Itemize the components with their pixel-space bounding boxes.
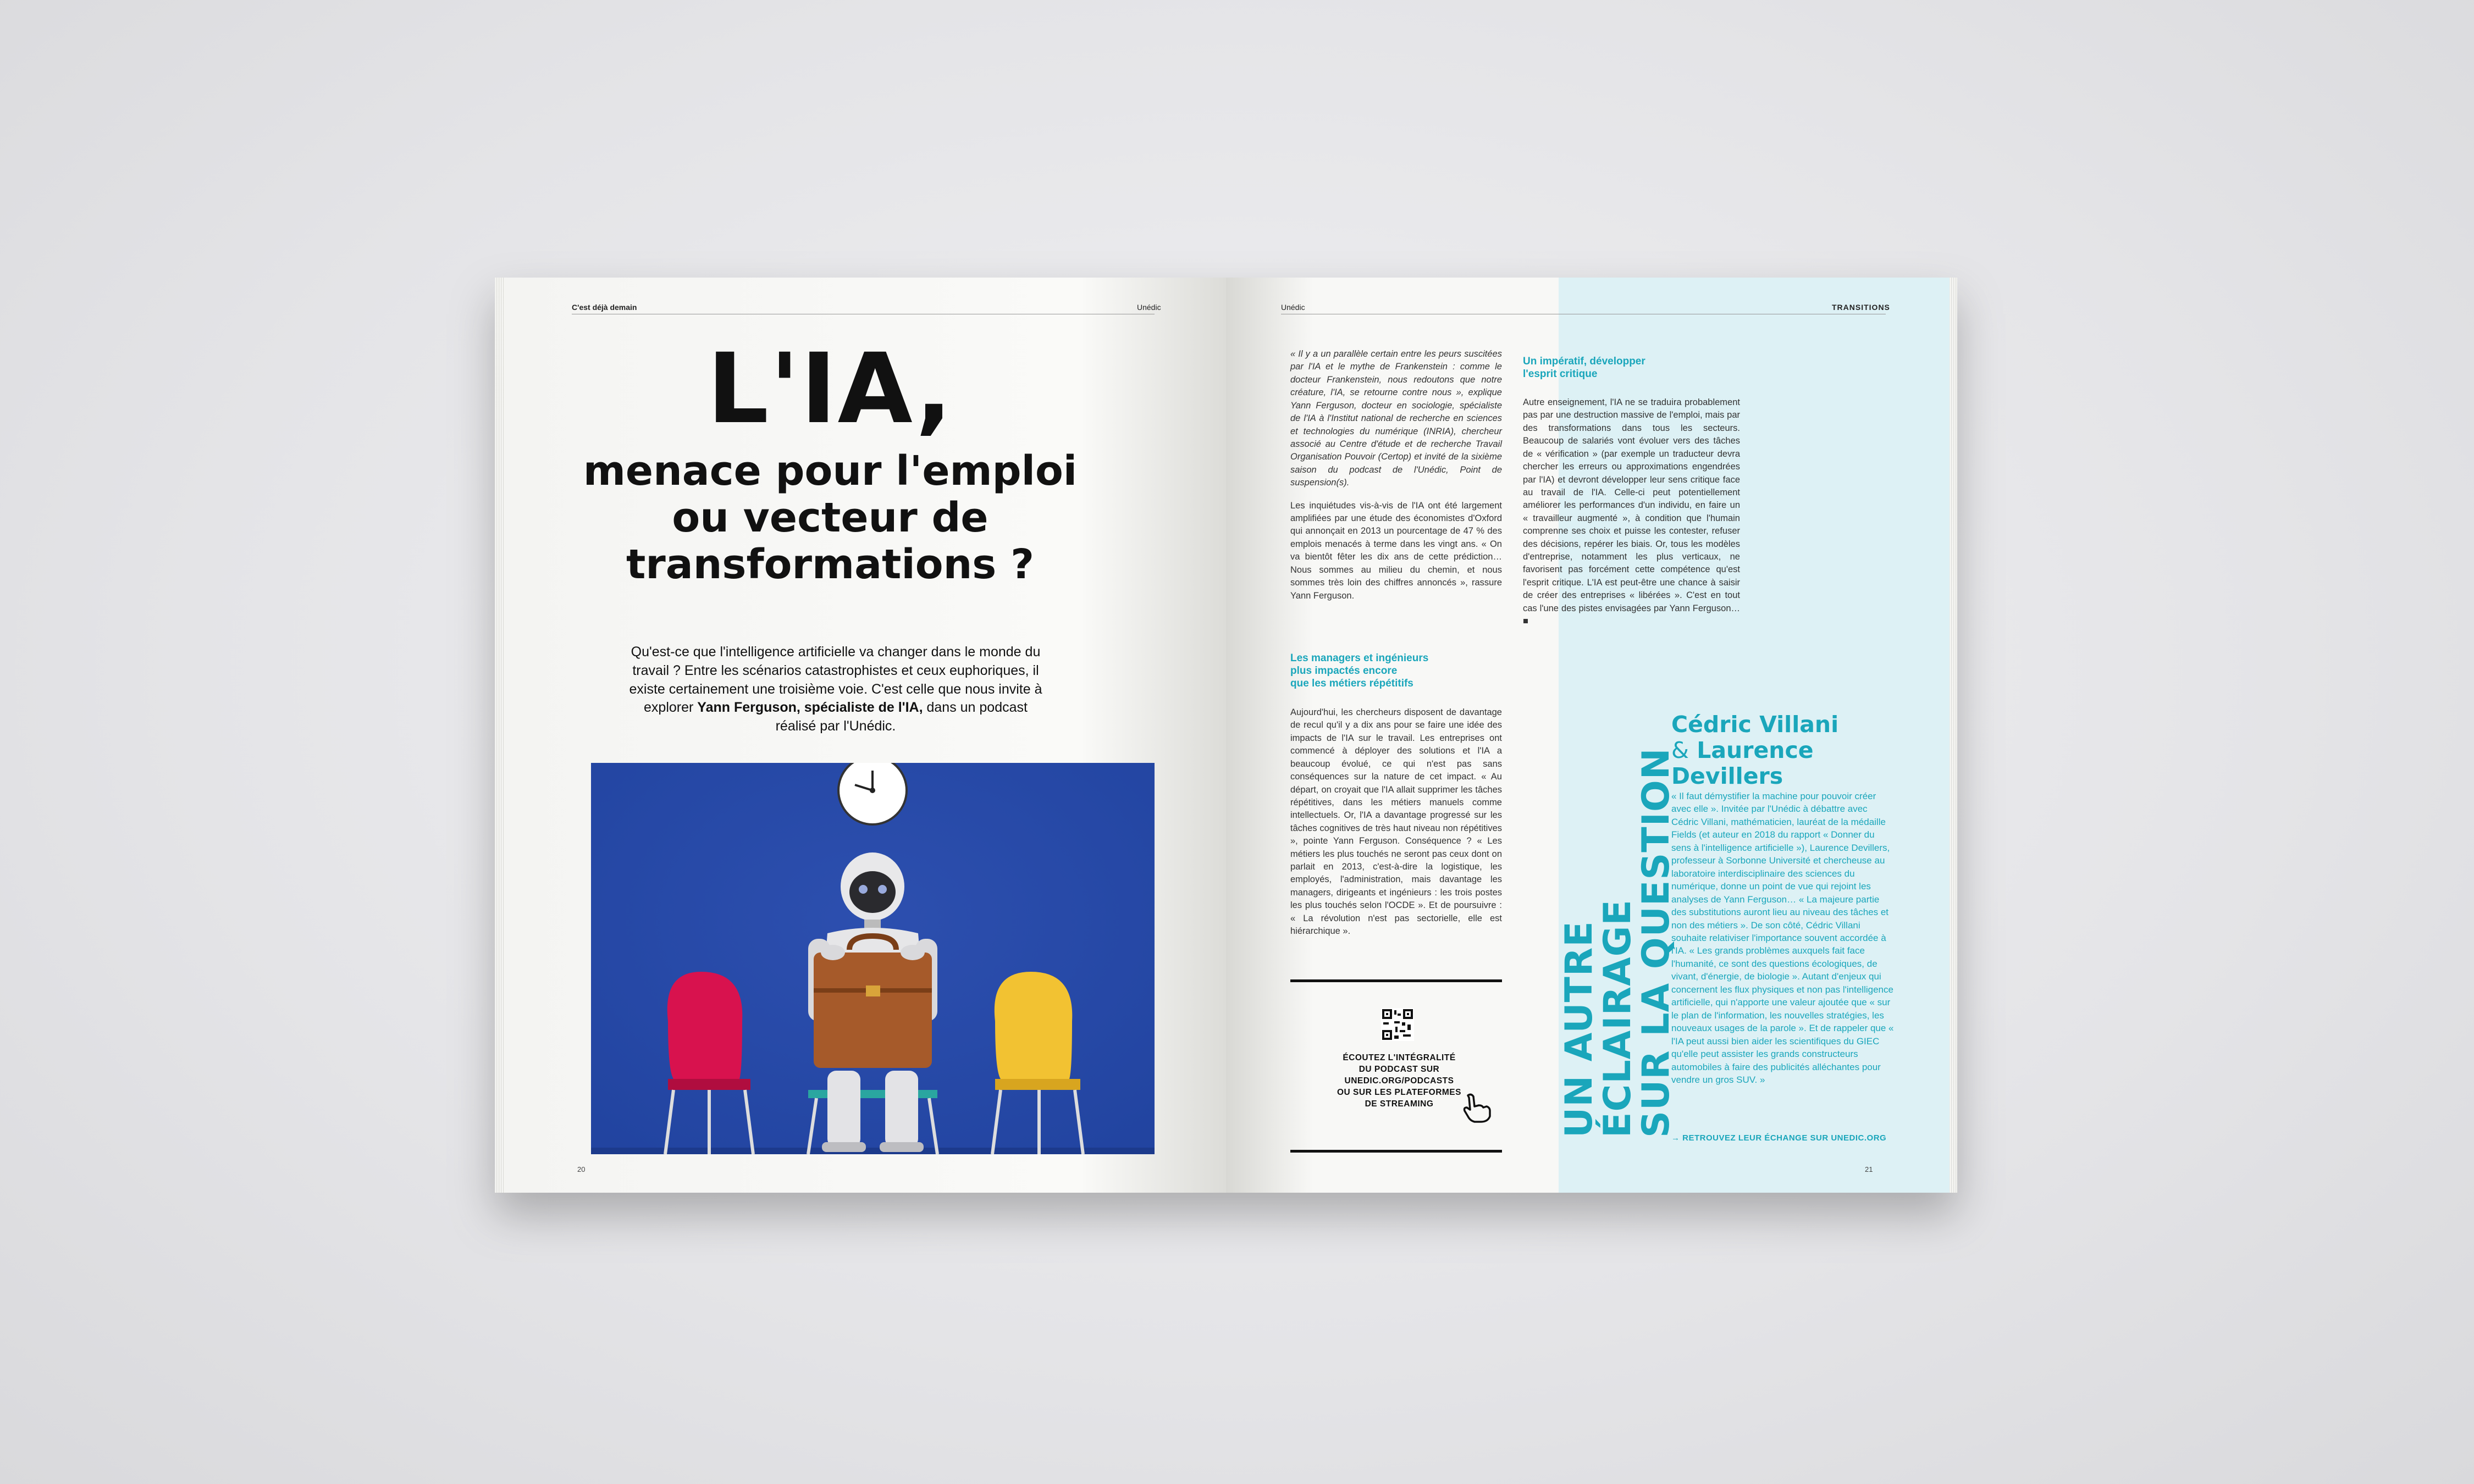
article-subtitle [566, 448, 1094, 588]
running-head: C'est déjà demain [572, 303, 637, 312]
wall-clock-icon [838, 763, 907, 824]
section-label: TRANSITIONS [1832, 303, 1890, 312]
brand-label: Unédic [1137, 303, 1161, 312]
sidebar-link[interactable]: → RETROUVEZ LEUR ÉCHANGE SUR UNEDIC.ORG [1671, 1133, 1887, 1143]
pointing-hand-icon [1460, 1091, 1493, 1124]
podcast-link[interactable]: UNEDIC.ORG/PODCASTS [1344, 1076, 1454, 1086]
sidebar-vertical-title: UN AUTRE ÉCLAIRAGE SUR LA QUESTION [1558, 747, 1678, 1138]
right-page [1226, 278, 1957, 1193]
intro-paragraph: Qu'est-ce que l'intelligence artificielle va changer dans le monde du travail ? Entre les scénarios catastrophistes et ceux euphoriques, il existe certainement une troisième voie. C'est celle que nous invite à explorer Yann Ferguson, spécialiste de l'IA, dans un podcast réalisé par l'Unédic. [629, 644, 1042, 734]
section-subheading: Les managers et ingénieurs plus impactés encore que les métiers répétitifs [1290, 652, 1429, 689]
article-title: L'IA, [707, 333, 953, 445]
sidebar-body: « Il faut démystifier la machine pour pouvoir créer avec elle ». Invitée par l'Unédic à débattre avec Cédric Villani, mathématicien, lauréat de la médaille Fields (et auteur en 2018 du rapport « Donner du sens à l'intelligence artificielle »), Laurence Devillers, professeur à Sorbonne Université et chercheuse au laboratoire interdisciplinaire des sciences du numérique, donne un point de vue qui rejoint les analyses de Yann Ferguson… « La majeure partie des substitutions auront lieu au niveau des tâches et non des métiers ». De son côté, Cédric Villani souhaite relativiser l'importance souvent accordée à l'IA. « Les grands problèmes auxquels fait face l'humanité, ce sont des questions écologiques, de vivant, d'énergie, de biologie ». Autant d'enjeux qui concernent les flux physiques et non pas l'intelligence artificielle, qui n'apporte une valeur ajoutée que « sur le plan de l'information, les nouvelles stratégies, les nouveaux usages de la parole ». Et de rappeler que « l'IA peut aussi bien aider les scientifiques du GIEC qu'elle peut assister les grands constructeurs automobiles à faire des publicités alléchantes pour vendre un gros SUV. » [1671, 791, 1894, 1085]
body-paragraph: Autre enseignement, l'IA ne se traduira probablement pas par une destruction massive de l'emploi, mais par des transformations dans tous les secteurs. Beaucoup de salariés vont évoluer vers des tâches de « vérification » (par exemple un traducteur devra chercher les erreurs ou approximations engendrées par l'IA) et devront développer leur sens critique face au travail de l'IA. Celle-ci peut potentiellement améliorer les performances d'un individu, en faire un « travailleur augmenté », à condition que l'humain comprenne ses choix et puisse les contester, refuser des décisions, repérer les biais. Or, tous les modèles d'entreprise, notamment les plus verticaux, ne favorisent pas forcément cette compétence qu'est l'esprit critique. L'IA est peut-être une chance à saisir de créer des entreprises « libérées ». C'est en tout cas l'une des pistes envisagées par Yann Ferguson… ■ [1523, 397, 1740, 627]
podcast-callout: ÉCOUTEZ L'INTÉGRALITÉ DU PODCAST SUR UNEDIC.ORG/PODCASTS OU SUR LES PLATEFORMES DE STREAMING [1328, 1053, 1471, 1110]
podcast-rule-bottom [1290, 1150, 1502, 1153]
brand-label: Unédic [1281, 303, 1305, 312]
body-paragraph: Les inquiétudes vis-à-vis de l'IA ont été largement amplifiées par une étude des économistes d'Oxford qui annonçait en 2013 un pourcentage de 47 % des emplois menacés à terme dans les vingt ans. « On va bientôt fêter les dix ans de cette prédiction… Nous sommes au milieu du chemin, et nous sommes très loin des chiffres annoncés », rassure Yann Ferguson. [1290, 500, 1502, 601]
article-column-2 [1523, 396, 1740, 628]
body-paragraph: « Il y a un parallèle certain entre les peurs suscitées par l'IA et le mythe de Frankenstein : comme le docteur Frankenstein, nous redoutons que notre créature, l'IA, se retourne contre nous », explique Yann Ferguson, docteur en sociologie, spécialiste de l'IA à l'Institut national de recherche en sciences et technologies du numérique (INRIA), chercheur associé au Centre d'étude et de recherche Travail Organisation Pouvoir (Certop) et invité de la sixième saison du podcast de l'Unédic, Point de suspension(s). [1290, 349, 1502, 488]
sidebar-names: Cédric Villani & Laurence Devillers [1671, 711, 1839, 790]
subtitle-line: menace pour l'emploi [583, 447, 1078, 495]
page-number: 20 [577, 1165, 586, 1173]
page-number: 21 [1865, 1165, 1873, 1173]
section-subheading: Un impératif, développer l'esprit critique [1523, 356, 1645, 380]
magazine-spread [495, 278, 1957, 1193]
robot-waiting-illustration [591, 763, 1155, 1154]
body-paragraph: Aujourd'hui, les chercheurs disposent de davantage de recul qu'il y a dix ans pour se faire une idée des impacts de l'IA sur le travail. Les entreprises ont commencé à déployer des solutions et l'IA a beaucoup évolué, ce qui n'est pas sans conséquences sur la nature de cet impact. « Au départ, on croyait que l'IA allait supprimer les tâches répétitives, dans les métiers manuels comme intellectuels. Or, l'IA a davantage progressé sur les tâches cognitives de très haut niveau non répétitives », pointe Yann Ferguson. Conséquence ? « Les métiers les plus touchés ne seront pas ceux dont on parlait en 2013, c'est-à-dire la logistique, les employés, l'administration, mais davantage les managers, dirigeants et ingénieurs : les trois postes les plus touchés selon l'OCDE ». Et de poursuivre : « La révolution n'est pas sectorielle, elle est hiérarchique ». [1290, 707, 1502, 937]
qr-code-icon[interactable] [1381, 1008, 1414, 1041]
intro-highlight: Yann Ferguson, spécialiste de l'IA, [697, 700, 923, 716]
left-page [495, 278, 1226, 1193]
article-column-1b [1290, 706, 1502, 938]
subtitle-line: transformations ? [626, 541, 1035, 589]
subtitle-line: ou vecteur de [672, 494, 989, 542]
podcast-rule-top [1290, 979, 1502, 982]
article-column-1 [1290, 348, 1502, 602]
